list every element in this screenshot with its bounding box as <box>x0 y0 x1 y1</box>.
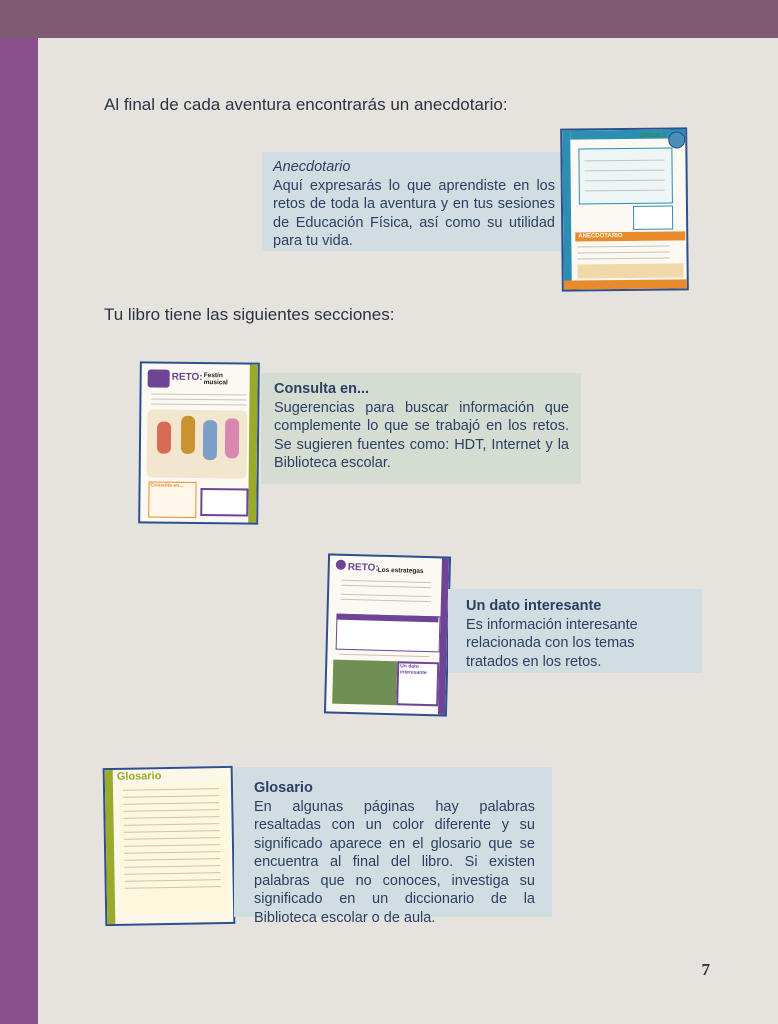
thumb-reto2-label: RETO: <box>347 561 379 574</box>
thumb-reto2-title: Los estrategas <box>377 566 424 575</box>
glosario-title: Glosario <box>254 780 313 796</box>
thumb-glos-title: Glosario <box>116 770 162 783</box>
glosario-text: En algunas páginas hay palabras resaltadas con un color diferente y su significado aparece en el glosario que se encuentra al final del libro. Si existen palabras que no conoces, investiga su significado en un diccionario de la Biblioteca escolar o de aula. <box>254 798 535 926</box>
dato-text: Es información interesante relacionada con los temas tratados en los retos. <box>466 616 638 670</box>
anecdotario-text: Aquí expresarás lo que aprendiste en los retos de toda la aventura y en tus sesiones de Educación Física, así como su utilidad para tu vida. <box>273 177 555 249</box>
badge-icon <box>668 131 685 148</box>
page-number: 7 <box>701 960 710 979</box>
thumb-reto1-title: Festín musical <box>203 372 228 387</box>
thumb-reto1-label: RETO: <box>171 371 203 384</box>
top-color-bar <box>0 0 778 38</box>
anecdotario-title: Anecdotario <box>273 159 351 175</box>
thumb-reto2-box: Un dato interesante <box>399 663 427 677</box>
dato-title: Un dato interesante <box>466 598 602 614</box>
consulta-thumbnail <box>138 361 260 524</box>
consulta-text: Sugerencias para buscar información que complemente lo que se trabajó en los retos. Se sugieren fuentes como: HDT, Internet y la Biblioteca escolar. <box>274 399 569 471</box>
left-color-bar <box>0 38 38 1024</box>
glosario-box <box>234 767 552 926</box>
thumb-reto1-box: Consulta en... <box>150 482 184 489</box>
anecdotario-box <box>262 152 567 251</box>
consulta-title: Consulta en... <box>274 381 370 397</box>
consulta-box <box>261 373 581 484</box>
intro-secciones: Tu libro tiene las siguientes secciones: <box>104 305 395 324</box>
anecdotario-thumbnail <box>560 127 689 291</box>
thumb-anec-banner: ANECDOTARIO <box>578 233 623 240</box>
dato-thumbnail <box>324 553 451 716</box>
intro-anecdotario: Al final de cada aventura encontrarás un anecdotario: <box>104 95 508 114</box>
glosario-thumbnail <box>103 766 236 926</box>
dato-box <box>448 589 702 673</box>
thumb-anec-header: Bloque 1 <box>640 132 666 139</box>
